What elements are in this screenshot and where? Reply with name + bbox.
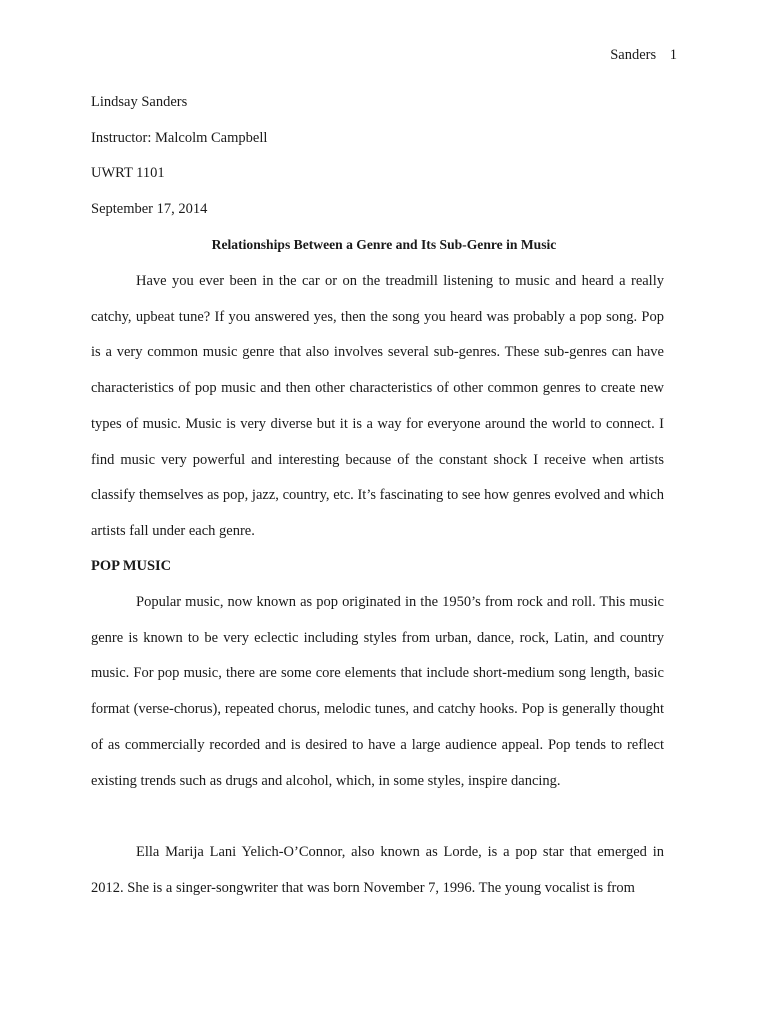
course-line: UWRT 1101 [91,165,165,181]
student-name: Lindsay Sanders [91,94,188,110]
intro-paragraph: Have you ever been in the car or on the treadmill listening to music and heard a really catchy, upbeat tune? If you answered yes, then the song you heard was probably a pop song. Pop is a very common music genre that also involves several sub-genres. These sub-genres can have characteristics of pop music and then other characteristics of other common genres to create new types of music. Music is very diverse but it is a way for everyone around the world to connect. I find music very powerful and interesting because of the constant shock I receive when artists classify themselves as pop, jazz, country, etc. It’s fascinating to see how genres evolved and which artists fall under each genre. [91,273,664,539]
pop-music-paragraph: Popular music, now known as pop originated in the 1950’s from rock and roll. This music genre is known to be very eclectic including styles from urban, dance, rock, Latin, and country music. For pop music, there are some core elements that include short-medium song length, basic format (verse-chorus), repeated chorus, melodic tunes, and catchy hooks. Pop is generally thought of as commercially recorded and is desired to have a large audience appeal. Pop tends to reflect existing trends such as drugs and alcohol, which, in some styles, inspire dancing. [91,594,664,789]
page-number: 1 [669,47,677,63]
lorde-paragraph: Ella Marija Lani Yelich-O’Connor, also known as Lorde, is a pop star that emerged in 2012. She is a singer-songwriter that was born November 7, 1996. The young vocalist is from [91,844,664,896]
section-heading: POP MUSIC [91,558,172,574]
instructor-line: Instructor: Malcolm Campbell [91,130,268,146]
essay-title: Relationships Between a Genre and Its Sub-Genre in Music [211,237,557,252]
running-header [610,47,677,64]
date-line: September 17, 2014 [91,201,208,217]
running-head-surname: Sanders [610,47,657,63]
